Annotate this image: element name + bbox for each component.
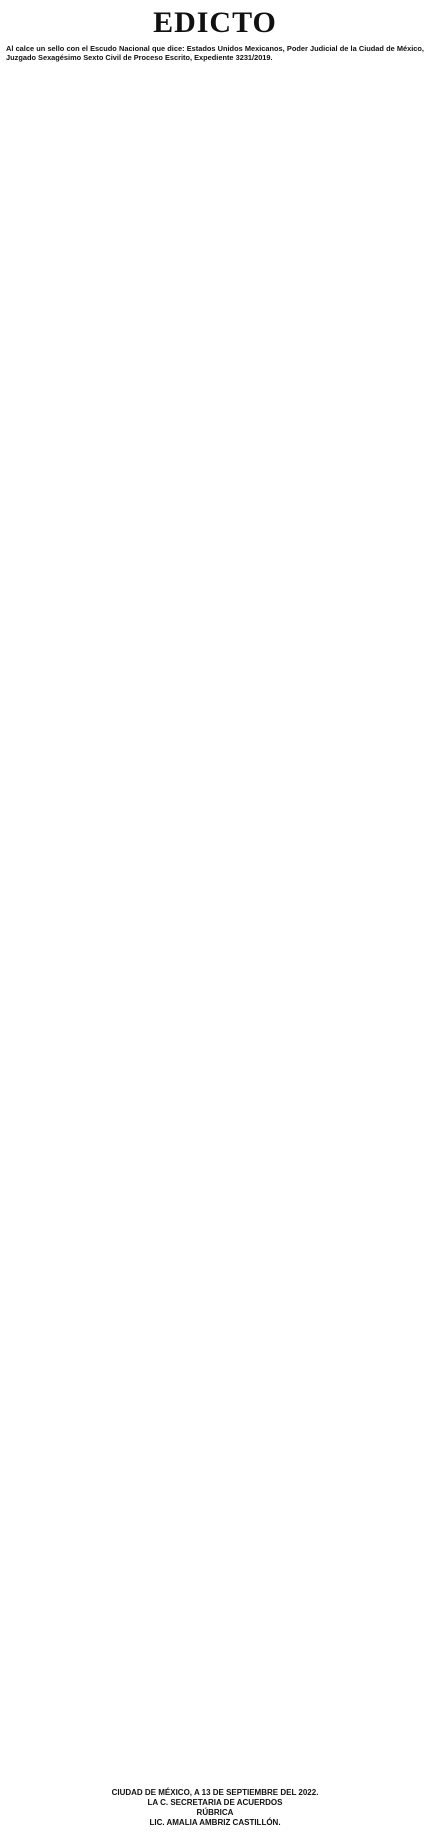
signer-name: LIC. AMALIA AMBRIZ CASTILLÓN. <box>149 1818 281 1827</box>
edict-body-text <box>6 64 424 1784</box>
document-title: EDICTO <box>153 6 277 39</box>
rubrica-label: RÚBRICA <box>196 1808 234 1817</box>
signature-block <box>6 1788 424 1828</box>
seal-description: Al calce un sello con el Escudo Nacional que dice: Estados Unidos Mexicanos, Poder Judicial de la Ciudad de México, Juzgado Sexagésimo Sexto Civil de Proceso Escrito, Expediente 3231/2019. <box>6 44 424 63</box>
place-date: CIUDAD DE MÉXICO, A 13 DE SEPTIEMBRE DEL 2022. <box>111 1788 319 1797</box>
signer-role: LA C. SECRETARIA DE ACUERDOS <box>147 1798 283 1807</box>
